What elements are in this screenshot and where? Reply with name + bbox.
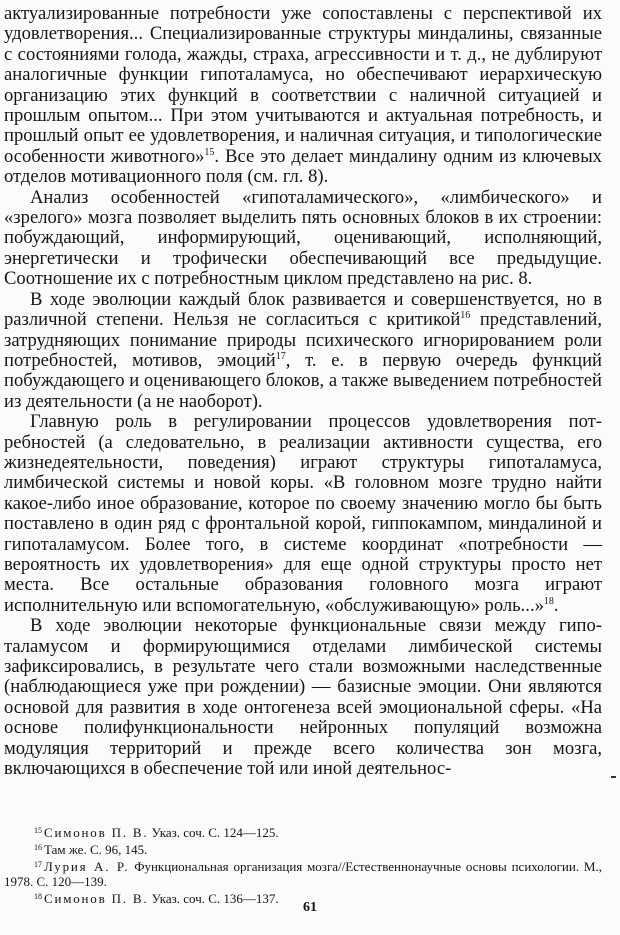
footnote-ref[interactable]: 17 — [275, 350, 286, 362]
paragraph — [4, 412, 602, 616]
footnote-author: Симонов П. В. — [44, 891, 149, 906]
footnote-number: 17 — [34, 860, 42, 869]
footnote-number: 16 — [34, 843, 42, 852]
footnotes — [4, 823, 602, 906]
margin-mark — [611, 776, 616, 778]
footnote-text: Указ. соч. С. 124—125. — [148, 825, 279, 840]
paragraph-text: . Все это делает миндалину одним из ключевых отделов мотивационного поля (см. гл. 8). — [4, 145, 602, 188]
footnote — [4, 823, 602, 840]
footnote-ref[interactable]: 15 — [204, 146, 215, 158]
paragraph-text: представлений, затрудняющих понимание природы психического игнорированием роли потребностей, мотивов, эмоций — [4, 309, 602, 371]
page-number: 61 — [303, 900, 317, 915]
footnote — [4, 857, 602, 889]
paragraph — [4, 290, 602, 412]
footnote-author: Симонов П. В. — [44, 825, 149, 840]
footnote — [4, 840, 602, 857]
paragraph — [4, 188, 602, 290]
paragraph-text: актуализированные потребности уже сопоставлены с перспективой их удовлетворения... Специализированные структуры миндалины, связанные с состояниями голода, жажды, страха, агрессивности и т. д., не дублируют аналогичные функции гипоталамуса, но обеспечивают иерархическую организацию этих функций в соответствии с наличной ситуацией и прошлым опытом... При этом учитываются и актуальная потребность, и прошлый опыт ее удовлетворения, и наличная ситуация, и типологические особенности животного» — [4, 3, 602, 167]
paragraph-text: В ходе эволюции некоторые функциональные связи между гипоталамусом и формирующимися отделами лимбической системы зафиксировались, в результате чего стали возможными наследственные (наблюдающиеся уже при рождении) — базисные эмоции. Они являются основой для развития в ходе онтогенеза всей эмоциональной сферы. «На основе полифункциональности нейронных популяций возможна модуляция территорий и прежде всего количества зон мозга, включающихся в обеспечение той или иной деятельнос- — [4, 615, 602, 780]
paragraph — [4, 616, 602, 779]
paragraph-text: Главную роль в регулировании процессов удовлетворения потребностей (а следовательно, в реализации активности существа, его жизнедеятельности, поведения) играют структуры гипоталамуса, лимбической системы и новой коры. «В головном мозге трудно найти какое-либо иное образование, которое по своему значению могло бы быть поставлено в один ряд с фронтальной корой, гиппокампом, миндалиной и гипоталамусом. Более того, в системе координат «потребности — вероятность их удовлетворения» для еще одной структуры просто нет места. Все остальные образования головного мозга играют исполнительную или вспомогательную, «обслуживающую» роль...» — [4, 411, 602, 616]
paragraph-text: В ходе эволюции каждый блок развивается и совершенствуется, но в различной степени. Нельзя не согласиться с критикой — [4, 288, 602, 331]
footnote-author: Лурия А. Р. — [44, 859, 130, 874]
footnote-text: Там же. С. 96, 145. — [44, 842, 148, 857]
body-text — [4, 4, 602, 779]
paragraph-text: , т. е. в первую очередь функций побуждающего и оценивающего блоков, а также выведением потребностей из деятельности (а не наоборот). — [4, 349, 603, 412]
footnote-ref[interactable]: 18 — [543, 595, 554, 607]
paragraph-text: Анализ особенностей «гипоталамического», «лимбического» и «зрелого» мозга позволяет выделить пять основных блоков в их строении: побуждающий, информирующий, оценивающий, исполняющий, энергетически и трофически обеспечивающий все предыдущие. Соотношение их с потребностным циклом представлено на рис. 8. — [4, 186, 602, 290]
footnote-number: 15 — [34, 826, 42, 835]
footnote-text: Функциональная организация мозга//Естественнонаучные основы психологии. М., 1978. С. 120—139. — [4, 859, 602, 889]
footnote-ref[interactable]: 16 — [460, 310, 471, 322]
paragraph — [4, 4, 602, 188]
paragraph-text: . — [553, 594, 559, 616]
footnote-number: 18 — [34, 892, 42, 901]
footnote-text: Указ. соч. С. 136—137. — [148, 891, 279, 906]
